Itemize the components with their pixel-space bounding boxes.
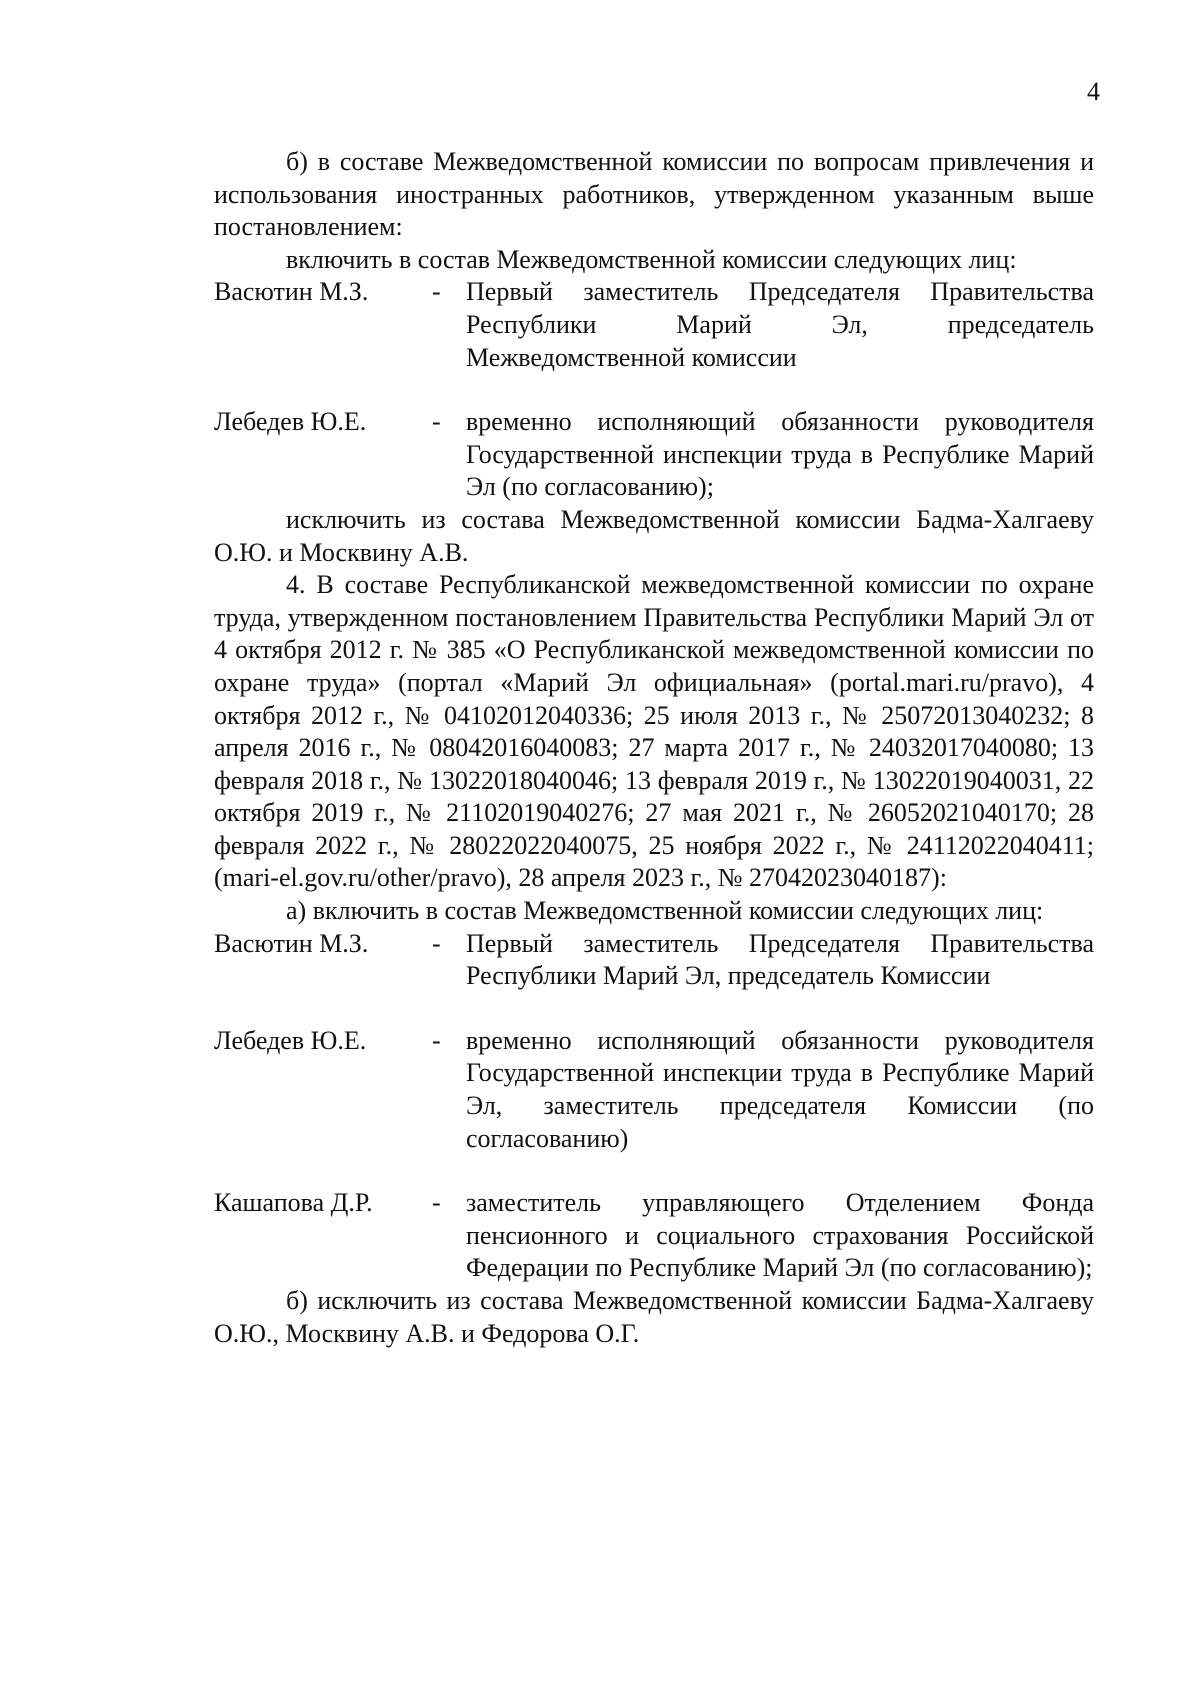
item-4a-member-3: [214, 1187, 1094, 1285]
member-name: Лебедев Ю.Е.: [214, 407, 367, 437]
member-name: Васютин М.З.: [214, 928, 369, 958]
spacer: [214, 993, 1094, 1025]
item-4b-exclude: б) исключить из состава Межведомственной комиссии Бадма-Халгаеву О.Ю., Москвину А.В. и Федорова О.Г.: [214, 1286, 1094, 1348]
spacer: [214, 1155, 1094, 1187]
item-4a-member-2: [214, 1025, 1094, 1155]
member-role: Первый заместитель Председателя Правительства Республики Марий Эл, председатель Комиссии: [466, 928, 1094, 991]
item-4a-member-1: [214, 928, 1094, 993]
member-dash: -: [432, 407, 441, 437]
member-name: Лебедев Ю.Е.: [214, 1025, 367, 1055]
section-b-exclude: исключить из состава Межведомственной комиссии Бадма-Халгаеву О.Ю. и Москвину А.В.: [214, 504, 1094, 567]
member-role: Первый заместитель Председателя Правительства Республики Марий Эл, председатель Межведомственной комиссии: [466, 277, 1094, 372]
member-dash: -: [432, 277, 441, 307]
section-b-member-1: [214, 276, 1094, 374]
member-dash: -: [432, 928, 441, 958]
member-dash: -: [432, 1188, 441, 1218]
member-dash: -: [432, 1025, 441, 1055]
document-body: [214, 146, 1094, 1350]
section-b-include-heading: включить в состав Межведомственной комиссии следующих лиц:: [286, 244, 1017, 274]
item-4a-include-heading: а) включить в состав Межведомственной комиссии следующих лиц:: [286, 896, 1044, 926]
page-number: 4: [1087, 77, 1100, 106]
section-b-member-2: [214, 406, 1094, 504]
item-4-paragraph: 4. В составе Республиканской межведомственной комиссии по охране труда, утвержденном постановлением Правительства Республики Марий Эл от 4 октября 2012 г. № 385 «О Республиканской межведомственной комиссии по охране труда» (портал «Марий Эл официальная» (portal.mari.ru/pravo), 4 октября 2012 г., № 04102012040336; 25 июля 2013 г., № 25072013040232; 8 апреля 2016 г., № 08042016040083; 27 марта 2017 г., № 24032017040080; 13 февраля 2018 г., № 13022018040046; 13 февраля 2019 г., № 13022019040031, 22 октября 2019 г., № 21102019040276; 27 мая 2021 г., № 26052021040170; 28 февраля 2022 г., № 28022022040075, 25 ноября 2022 г., № 24112022040411; (mari-el.gov.ru/other/pravo), 28 апреля 2023 г., № 27042023040187):: [214, 570, 1094, 893]
member-name: Васютин М.З.: [214, 277, 369, 307]
section-b-intro: б) в составе Межведомственной комиссии по вопросам привлечения и использования иностранных работников, утвержденном указанным выше постановлением:: [214, 147, 1094, 242]
member-role: временно исполняющий обязанности руководителя Государственной инспекции труда в Республике Марий Эл (по согласованию);: [466, 407, 1094, 502]
spacer: [214, 374, 1094, 406]
member-role: временно исполняющий обязанности руководителя Государственной инспекции труда в Республике Марий Эл, заместитель председателя Комиссии (по согласованию): [466, 1025, 1094, 1153]
member-name: Кашапова Д.Р.: [214, 1188, 373, 1218]
member-role: заместитель управляющего Отделением Фонда пенсионного и социального страхования Российской Федерации по Республике Марий Эл (по согласованию);: [466, 1188, 1094, 1283]
